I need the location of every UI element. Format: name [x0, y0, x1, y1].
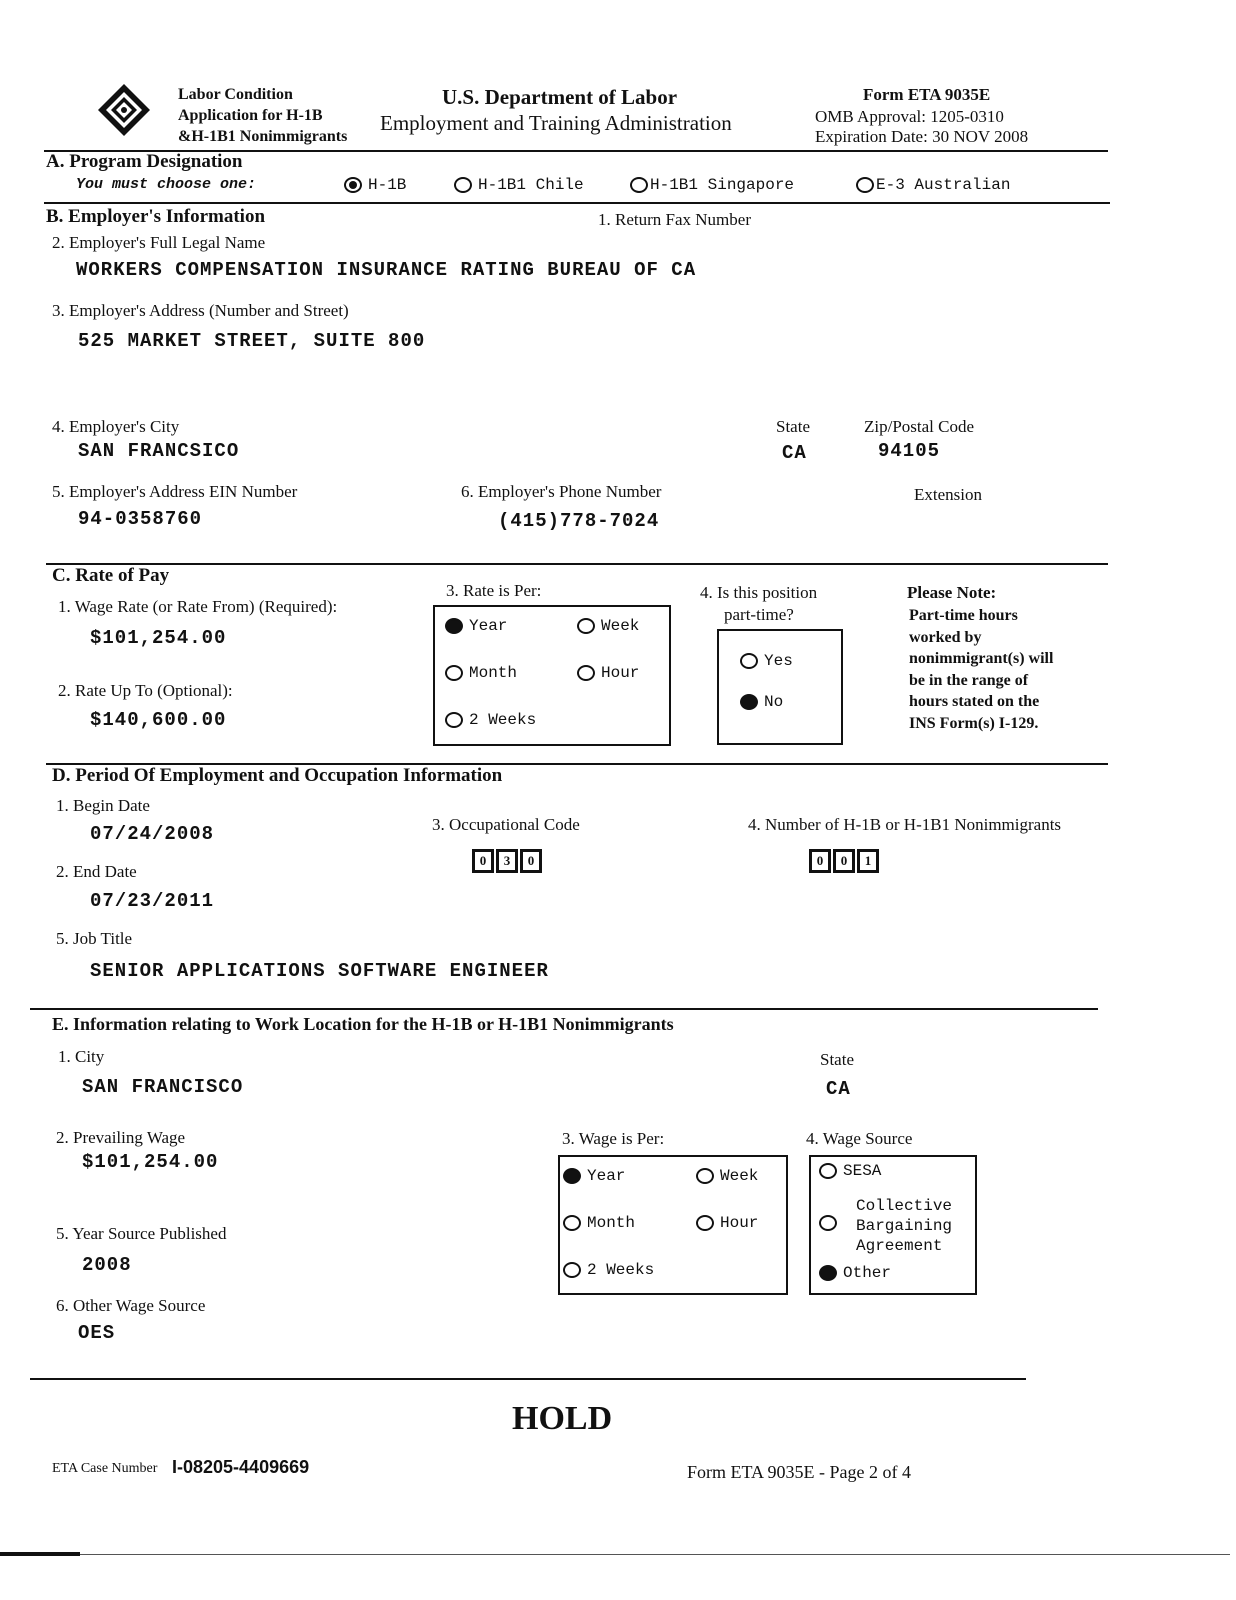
rate-option-2-weeks[interactable] [445, 711, 536, 729]
city-label: 4. Employer's City [52, 417, 180, 436]
department-title: U.S. Department of Labor [442, 85, 678, 109]
count-digit: 0 [810, 850, 830, 872]
section-c-title: C. Rate of Pay [52, 565, 170, 586]
radio-empty-icon [819, 1163, 837, 1179]
radio-empty-icon [563, 1215, 581, 1231]
app-title-line2: Application for H-1B [178, 107, 323, 124]
radio-empty-icon [577, 618, 595, 634]
note-line: nonimmigrant(s) will [909, 650, 1054, 667]
rate-per-label: 3. Rate is Per: [446, 581, 542, 600]
other-wage-source-label: 6. Other Wage Source [56, 1296, 206, 1315]
code-digit: 3 [497, 850, 517, 872]
agency-title: Employment and Training Administration [380, 111, 732, 135]
divider [46, 563, 1108, 565]
radio-empty-icon [563, 1262, 581, 1278]
note-line: worked by [909, 628, 982, 646]
radio-empty-icon [577, 665, 595, 681]
source-option-sesa[interactable] [819, 1162, 881, 1180]
radio-selected-icon [445, 618, 463, 634]
begin-date-label: 1. Begin Date [56, 796, 150, 815]
rate-option-hour[interactable] [577, 664, 639, 682]
radio-empty-icon [740, 653, 758, 669]
app-title-line1: Labor Condition [178, 86, 293, 103]
other-wage-source-value: OES [78, 1322, 116, 1344]
wage-option-label: Hour [720, 1214, 759, 1232]
source-option-label: Agreement [856, 1237, 943, 1255]
rate-option-label: Year [469, 617, 508, 635]
wage-source-label: 4. Wage Source [806, 1129, 913, 1148]
zip-label: Zip/Postal Code [864, 417, 975, 436]
rate-option-month[interactable] [445, 664, 517, 682]
wage-option-2-weeks[interactable] [563, 1261, 654, 1279]
section-b-title: B. Employer's Information [46, 206, 266, 227]
rate-option-label: 2 Weeks [469, 711, 537, 729]
source-option-label: SESA [843, 1162, 882, 1180]
phone-value: (415)778-7024 [498, 510, 660, 532]
radio-empty-icon [445, 712, 463, 728]
return-fax-label: 1. Return Fax Number [598, 210, 751, 229]
scan-edge-mark [0, 1552, 80, 1556]
section-e-title: E. Information relating to Work Location for the H-1B or H-1B1 Nonimmigrants [52, 1014, 674, 1034]
wage-option-label: Week [720, 1167, 759, 1185]
wage-option-label: 2 Weeks [587, 1261, 655, 1279]
section-a-title: A. Program Designation [46, 151, 243, 172]
wage-option-year[interactable] [563, 1167, 625, 1185]
note-line: hours stated on the [909, 693, 1040, 710]
radio-empty-icon [696, 1215, 714, 1231]
parttime-option-yes[interactable] [740, 652, 793, 670]
program-option-label: H-1B1 Singapore [650, 176, 795, 194]
source-option-label: Collective [856, 1197, 953, 1215]
divider [30, 1378, 1026, 1380]
code-digit: 0 [473, 850, 493, 872]
work-state-label: State [820, 1050, 854, 1069]
note-body [909, 605, 1053, 734]
source-option-collective-bargaining[interactable] [819, 1215, 843, 1231]
collective-bargaining-label [856, 1196, 952, 1256]
rate-option-label: Week [601, 617, 640, 635]
phone-label: 6. Employer's Phone Number [461, 482, 662, 501]
note-line: Part-time hours [909, 607, 1018, 624]
end-date-value: 07/23/2011 [90, 890, 215, 912]
ein-value: 94-0358760 [78, 508, 203, 530]
program-option-h1b[interactable] [344, 176, 406, 194]
radio-selected-icon [819, 1265, 837, 1281]
page-number: Form ETA 9035E - Page 2 of 4 [687, 1462, 912, 1482]
app-title [178, 84, 347, 147]
radio-empty-icon [856, 177, 874, 193]
work-city-label: 1. City [58, 1047, 105, 1066]
address-value: 525 MARKET STREET, SUITE 800 [78, 330, 426, 352]
legal-name-label: 2. Employer's Full Legal Name [52, 233, 266, 252]
legal-name-value: WORKERS COMPENSATION INSURANCE RATING BUREAU OF CA [76, 259, 697, 281]
dol-logo-icon [96, 82, 152, 138]
parttime-option-label: Yes [764, 652, 793, 670]
wage-option-label: Year [587, 1167, 626, 1185]
parttime-label: 4. Is this position [700, 583, 818, 602]
scan-edge-line [80, 1554, 1230, 1555]
rate-option-label: Month [469, 664, 518, 682]
parttime-option-no[interactable] [740, 693, 783, 711]
divider [30, 1008, 1098, 1010]
parttime-box [717, 629, 843, 745]
program-option-label: H-1B1 Chile [478, 176, 584, 194]
num-nonimmigrants-label: 4. Number of H-1B or H-1B1 Nonimmigrants [748, 815, 1062, 834]
radio-empty-icon [445, 665, 463, 681]
wage-to-label: 2. Rate Up To (Optional): [58, 681, 233, 700]
radio-empty-icon [630, 177, 648, 193]
source-option-other[interactable] [819, 1264, 891, 1282]
city-value: SAN FRANCSICO [78, 440, 240, 462]
work-state-value: CA [826, 1078, 851, 1100]
note-line: INS Form(s) I-129. [909, 714, 1039, 732]
hold-stamp: HOLD [512, 1400, 613, 1437]
source-option-label: Other [843, 1264, 892, 1282]
choose-one-instruction: You must choose one: [76, 176, 257, 193]
state-label: State [776, 417, 810, 436]
wage-per-label: 3. Wage is Per: [562, 1129, 665, 1148]
ein-label: 5. Employer's Address EIN Number [52, 482, 298, 501]
radio-selected-icon [740, 694, 758, 710]
state-value: CA [782, 442, 807, 464]
count-digit: 0 [834, 850, 854, 872]
program-option-h1b1-singapore[interactable] [630, 176, 794, 194]
work-city-value: SAN FRANCISCO [82, 1076, 244, 1098]
program-option-label: E-3 Australian [876, 176, 1011, 194]
source-option-label: Bargaining [856, 1217, 953, 1235]
wage-from-value: $101,254.00 [90, 627, 227, 649]
zip-value: 94105 [878, 440, 941, 462]
count-digit: 1 [858, 850, 878, 872]
case-number-value: I-08205-4409669 [172, 1457, 310, 1477]
num-nonimmigrants-boxes [810, 850, 882, 872]
radio-empty-icon [454, 177, 472, 193]
year-published-value: 2008 [82, 1254, 132, 1276]
wage-option-week[interactable] [696, 1167, 758, 1185]
parttime-option-label: No [764, 693, 784, 711]
wage-option-hour[interactable] [696, 1214, 758, 1232]
radio-selected-icon [344, 177, 362, 193]
app-title-line3: &H-1B1 Nonimmigrants [178, 128, 348, 145]
note-title: Please Note: [907, 583, 997, 602]
divider [44, 202, 1110, 204]
wage-to-value: $140,600.00 [90, 709, 227, 731]
address-label: 3. Employer's Address (Number and Street) [52, 301, 349, 320]
occupational-code-boxes [473, 850, 545, 872]
radio-empty-icon [819, 1215, 837, 1231]
prevailing-wage-value: $101,254.00 [82, 1151, 219, 1173]
program-option-label: H-1B [368, 176, 407, 194]
job-title-value: SENIOR APPLICATIONS SOFTWARE ENGINEER [90, 960, 549, 982]
program-option-e3-australian[interactable] [856, 176, 1010, 194]
rate-option-year[interactable] [445, 617, 507, 635]
note-line: be in the range of [909, 671, 1029, 689]
rate-option-week[interactable] [577, 617, 639, 635]
end-date-label: 2. End Date [56, 862, 137, 881]
wage-option-label: Month [587, 1214, 636, 1232]
radio-empty-icon [696, 1168, 714, 1184]
prevailing-wage-label: 2. Prevailing Wage [56, 1128, 186, 1147]
parttime-label-2: part-time? [724, 605, 794, 624]
section-d-title: D. Period Of Employment and Occupation Information [52, 765, 503, 786]
extension-label: Extension [914, 485, 982, 504]
occupational-code-label: 3. Occupational Code [432, 815, 580, 834]
year-published-label: 5. Year Source Published [56, 1224, 227, 1243]
form-number: Form ETA 9035E [863, 85, 991, 104]
program-option-h1b1-chile[interactable] [454, 176, 584, 194]
job-title-label: 5. Job Title [56, 929, 133, 948]
expiration-date: Expiration Date: 30 NOV 2008 [815, 127, 1029, 146]
radio-selected-icon [563, 1168, 581, 1184]
wage-from-label: 1. Wage Rate (or Rate From) (Required): [58, 597, 338, 616]
rate-option-label: Hour [601, 664, 640, 682]
begin-date-value: 07/24/2008 [90, 823, 215, 845]
wage-option-month[interactable] [563, 1214, 635, 1232]
omb-approval: OMB Approval: 1205-0310 [815, 107, 1004, 126]
code-digit: 0 [521, 850, 541, 872]
case-number-label: ETA Case Number [52, 1461, 158, 1476]
